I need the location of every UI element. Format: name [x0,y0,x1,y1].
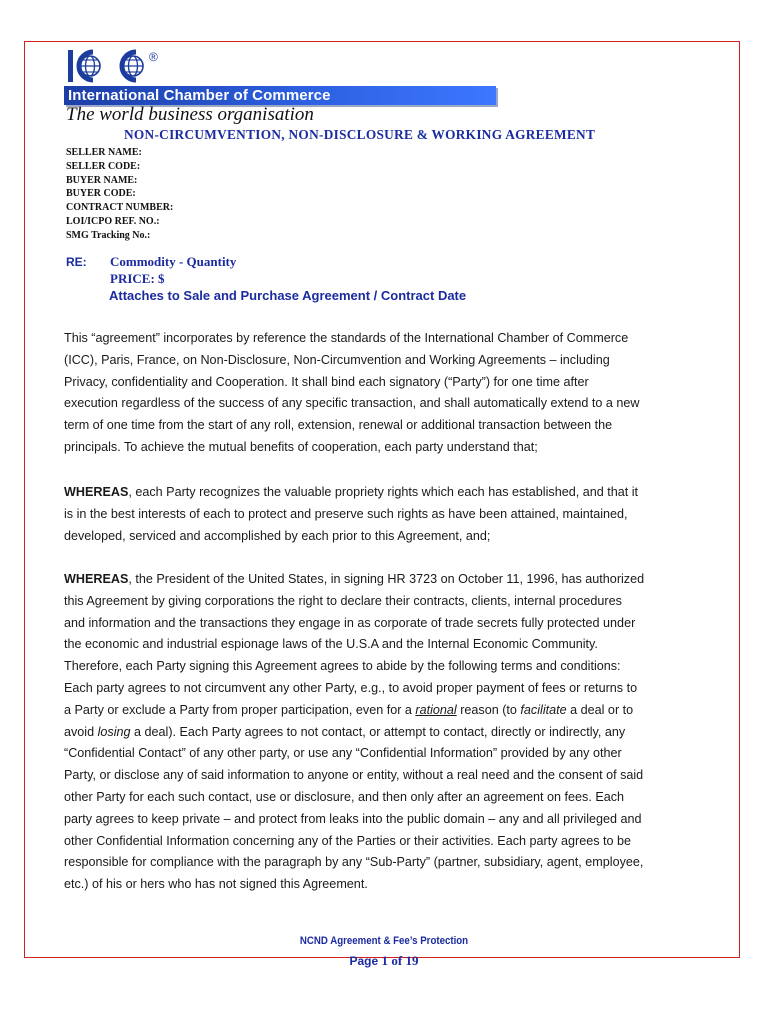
paragraph-line: party agrees to keep private – and protect from leaks into the public domain – any and all privileged and [64,811,642,826]
paragraph-whereas-president [64,569,714,896]
paragraph-line: principals. To achieve the mutual benefits of cooperation, each party understand that; [64,439,538,454]
whereas-lead: WHEREAS [64,485,129,499]
footer-title: NCND Agreement & Fee’s Protection [299,935,469,947]
paragraph-whereas-rights [64,482,714,547]
field-buyer-name: BUYER NAME: [66,174,138,186]
paragraph-line: Privacy, confidentiality and Cooperation. It shall bind each signatory (“Party”) for one time after [64,374,589,389]
re-label: RE: [66,255,87,269]
paragraph-line: and information and the transactions they engage in as corporate of trade secrets fully protected under [64,615,636,630]
paragraph-line [64,569,714,591]
paragraph-line-rest: , the President of the United States, in signing HR 3723 on October 11, 1996, has authorized [128,572,645,586]
paragraph-line-rest: , each Party recognizes the valuable propriety rights which each has established, and that it [128,485,639,499]
text-segment: a deal or to [566,702,634,717]
field-seller-name: SELLER NAME: [66,147,142,158]
field-smg-tracking: SMG Tracking No.: [66,229,151,241]
text-segment: reason (to [456,702,521,717]
paragraph-line: (ICC), Paris, France, on Non-Disclosure, Non-Circumvention and Working Agreements – including [64,352,610,367]
paragraph-line: Therefore, each Party signing this Agreement agrees to abide by the following terms and conditions: [64,659,621,674]
losing-emphasis: losing [97,724,131,739]
page-number [0,953,768,969]
rational-emphasis: rational [415,702,457,717]
paragraph-line: execution regardless of the success of any specific transaction, and shall automatically extend to a new [64,396,640,411]
paragraph-line: “Confidential Contact” of any other party, or use any “Confidential Information” provided by any other [64,746,622,761]
paragraph-line: Party, or disclose any of said information to anyone or entity, without a real need and the consent of said [64,768,644,783]
paragraph-line: etc.) of his or hers who has not signed this Agreement. [64,877,368,892]
re-attaches: Attaches to Sale and Purchase Agreement / Contract Date [109,288,467,303]
tagline: The world business organisation [66,104,314,125]
page-total: 19 [405,953,419,968]
registered-mark: ® [149,50,158,64]
paragraph-line: other Party for each such contact, use or disclosure, and then only after an agreement on fees. Each [64,789,625,804]
paragraph-line: responsible for compliance with the paragraph by any “Sub-Party” (partner, subsidiary, agent, employee, [64,855,644,870]
text-segment: avoid [64,724,98,739]
page-current: 1 [381,953,388,968]
re-commodity: Commodity - Quantity [110,254,237,269]
paragraph-line: other Confidential Information concerning any of the Parties or their activities. Each party agrees to be [64,833,632,848]
paragraph-line: Each party agrees to not circumvent any other Party, e.g., to avoid proper payment of fees or returns to [64,680,638,695]
paragraph-line [64,700,714,722]
field-contract-number: CONTRACT NUMBER: [66,202,174,214]
re-price: PRICE: $ [110,271,165,286]
text-segment: a Party or exclude a Party from proper participation, even for a [64,702,416,717]
paragraph-line: the economic and industrial espionage laws of the U.S.A and the Internal Economic Community. [64,637,598,652]
page-of: of [391,953,403,968]
paragraph-incorporation [64,328,714,459]
facilitate-emphasis: facilitate [520,702,567,717]
document-title: NON-CIRCUMVENTION, NON-DISCLOSURE & WORKING AGREEMENT [124,127,596,142]
field-buyer-code: BUYER CODE: [66,188,136,200]
text-segment: a deal). Each Party agrees to not contact, or attempt to contact, directly or indirectly, any [130,724,626,739]
paragraph-line: This “agreement” incorporates by reference the standards of the International Chamber of Commerce [64,331,629,345]
field-seller-code: SELLER CODE: [66,160,141,172]
paragraph-line: developed, serviced and accomplished by each prior to this Agreement, and; [64,528,491,543]
paragraph-line: this Agreement by giving corporations the right to declare their contracts, clients, internal procedures [64,593,622,608]
paragraph-line [64,722,714,744]
paragraph-line [64,482,714,504]
organization-name: International Chamber of Commerce [68,87,331,104]
field-loi-icpo-ref: LOI/ICPO REF. NO.: [66,215,160,227]
contract-fields [66,146,173,243]
paragraph-line: is in the best interests of each to protect and preserve such rights as have been attained, maintained, [64,506,628,521]
page-prefix: Page [349,954,379,968]
organization-banner [64,86,496,105]
whereas-lead: WHEREAS [64,572,129,586]
paragraph-line: term of one time from the start of any roll, extension, renewal or additional transaction between the [64,418,613,433]
